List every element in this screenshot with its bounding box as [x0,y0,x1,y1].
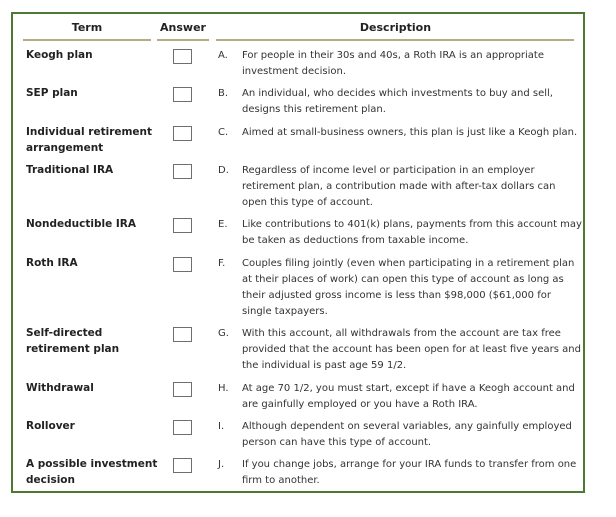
answer-input[interactable] [173,257,192,272]
term-column-header: Term [71,21,103,34]
description-letter: F. [218,258,226,269]
term-label: Keogh plan [26,49,93,61]
description-text: An individual, who decides which investments to buy and sell, designs this retirement plan. [242,88,553,115]
description-letter: E. [218,219,228,230]
description-text: At age 70 1/2, you must start, except if have a Keogh account and are gainfully employed or you have a Roth IRA. [242,383,575,410]
matching-exercise-table [11,12,585,493]
term-label: Self-directed retirement plan [26,327,120,355]
answer-input[interactable] [173,49,192,64]
description-letter: B. [218,88,229,99]
answer-input[interactable] [173,458,192,473]
term-label: Withdrawal [26,382,94,394]
answer-input[interactable] [173,126,192,141]
description-column-header: Description [359,21,432,34]
description-letter: A. [218,50,228,61]
description-text: If you change jobs, arrange for your IRA funds to transfer from one firm to another. [242,459,577,486]
description-text: Like contributions to 401(k) plans, payments from this account may be taken as deductions from taxable income. [242,219,582,246]
description-letter: C. [218,127,229,138]
term-label: Nondeductible IRA [26,218,136,230]
description-text: With this account, all withdrawals from the account are tax free provided that the account has been open for at least five years and the individual is past age 59 1/2. [242,328,581,371]
description-header-underline [216,39,574,41]
answer-input[interactable] [173,218,192,233]
description-letter: J. [218,459,225,470]
term-label: Traditional IRA [26,164,114,176]
answer-input[interactable] [173,382,192,397]
term-header-underline [23,39,151,41]
answer-input[interactable] [173,87,192,102]
answer-input[interactable] [173,164,192,179]
description-text: For people in their 30s and 40s, a Roth IRA is an appropriate investment decision. [242,50,545,77]
description-text: Aimed at small-business owners, this plan is just like a Keogh plan. [242,127,578,138]
description-text: Although dependent on several variables, any gainfully employed person can have this type of account. [242,421,572,448]
description-text: Regardless of income level or participation in an employer retirement plan, a contribution made with after-tax dollars can open this type of account. [242,165,556,208]
term-label: Roth IRA [26,257,78,269]
term-label: Rollover [26,420,75,432]
description-letter: D. [218,165,229,176]
term-label: Individual retirement arrangement [26,126,153,154]
answer-column-header: Answer [160,21,206,34]
answer-header-underline [157,39,209,41]
description-text: Couples filing jointly (even when participating in a retirement plan at their places of work) can open this type of account as long as their adjusted gross income is less than $98,000 ($61,000 for single taxpayers. [242,258,575,317]
description-letter: G. [218,328,229,339]
answer-input[interactable] [173,420,192,435]
description-letter: H. [218,383,229,394]
answer-input[interactable] [173,327,192,342]
term-label: SEP plan [26,87,78,99]
description-letter: I. [218,421,225,432]
term-label: A possible investment decision [26,458,158,486]
